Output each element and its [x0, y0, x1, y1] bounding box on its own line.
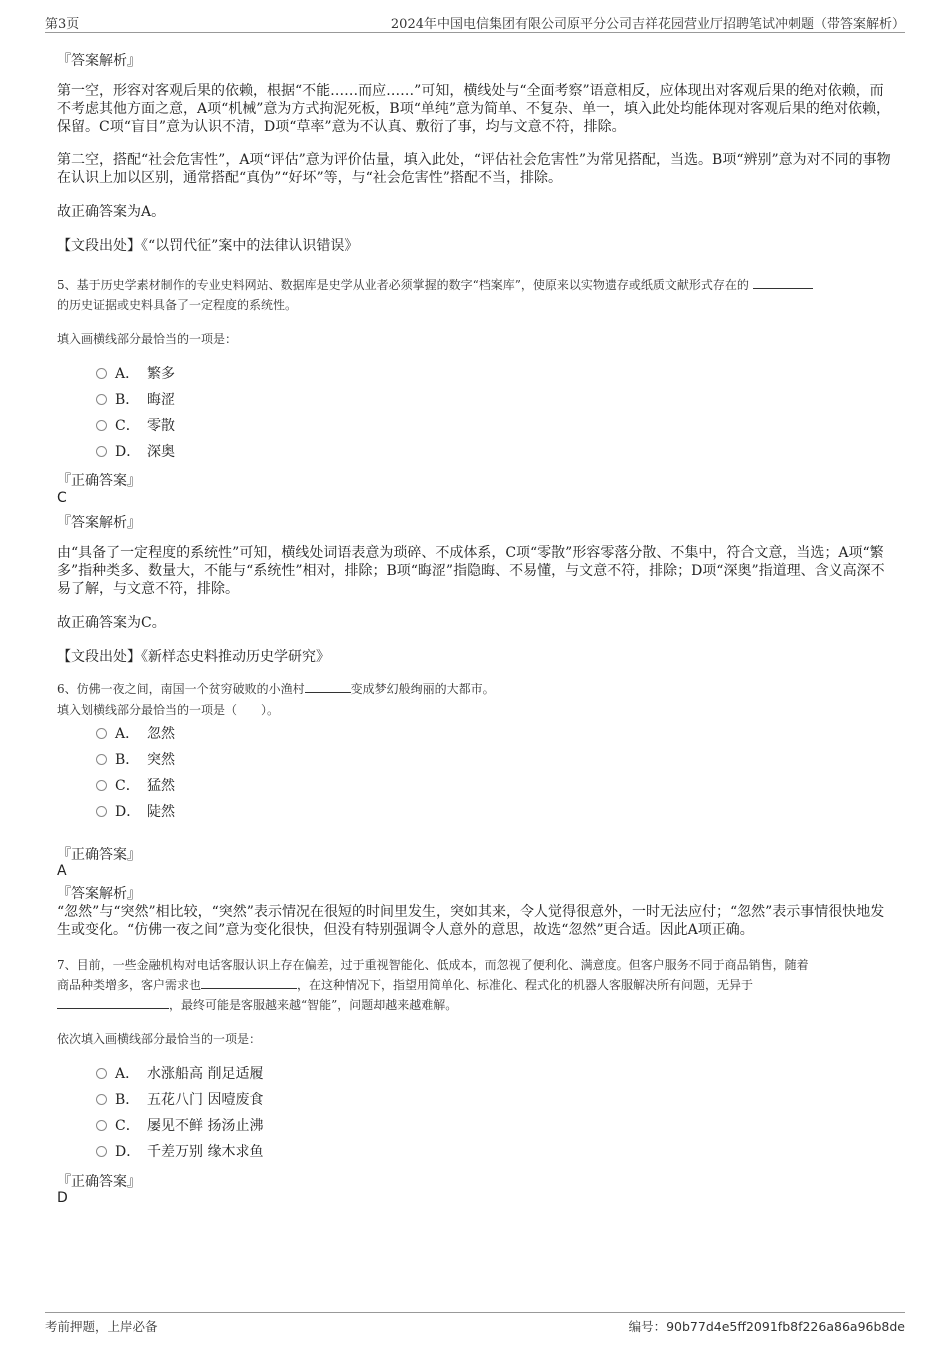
q5-analysis: 由“具备了一定程度的系统性”可知，横线处词语表意为琐碎、不成体系，C项“零散”形容零落分散、不集中，符合文意，当选；A项“繁多”指种类多、数量大，不能与“系统性”相对，排除；B项“晦涩”指隐晦、不易懂，与文意不符，排除；D项“深奥”指道理、含义高深不易了解，与文意不符，排除。 [57, 545, 885, 597]
radio-icon[interactable] [96, 1094, 107, 1105]
document-title: 2024年中国电信集团有限公司原平分公司吉祥花园营业厅招聘笔试冲刺题（带答案解析） [390, 17, 905, 32]
radio-icon[interactable] [96, 1120, 107, 1131]
radio-icon[interactable] [96, 1068, 107, 1079]
q6-prompt: 填入划横线部分最恰当的一项是（ ）。 [57, 703, 280, 717]
q7-option-d[interactable]: D． 千差万别 缘木求鱼 [96, 1143, 263, 1161]
q4-source: 【文段出处】《“以罚代征”案中的法律认识错误》 [57, 238, 359, 254]
q4-analysis-para1: 第一空，形容对客观后果的依赖，根据“不能……而应……”可知，横线处与“全面考察”语意相反，应体现出对客观后果的绝对依赖，而不考虑其他方面之意，A项“机械”意为方式拘泥死板，B项“单纯”意为简单、不复杂、单一，填入此处均能体现对客观后果的绝对依赖，保留。C项“盲目”意为认识不清，D项“草率”意为不认真、敷衍了事，均与文意不符，排除。 [57, 83, 891, 135]
q4-analysis-label: 『答案解析』 [57, 53, 141, 69]
q6-stem: 6、仿佛一夜之间，南国一个贫穷破败的小渔村 变成梦幻般绚丽的大都市。 [57, 682, 495, 696]
q7-blank-1 [201, 976, 297, 989]
radio-icon[interactable] [96, 780, 107, 791]
q7-option-a[interactable]: A． 水涨船高 削足适履 [96, 1065, 263, 1083]
q7-option-c[interactable]: C． 屡见不鲜 扬汤止沸 [96, 1117, 263, 1135]
q5-answer: C [57, 490, 67, 506]
q7-answer: D [57, 1190, 68, 1206]
radio-icon[interactable] [96, 446, 107, 457]
q5-option-a[interactable]: A． 繁多 [96, 365, 175, 383]
q7-prompt: 依次填入画横线部分最恰当的一项是： [57, 1032, 262, 1046]
q6-answer-label: 『正确答案』 [57, 847, 141, 863]
q6-answer: A [57, 863, 67, 879]
q5-option-d[interactable]: D． 深奥 [96, 443, 175, 461]
q5-analysis-label: 『答案解析』 [57, 515, 141, 531]
q6-option-d[interactable]: D． 陡然 [96, 803, 175, 821]
q4-analysis-para2: 第二空，搭配“社会危害性”，A项“评估”意为评价估量，填入此处，“评估社会危害性”为常见搭配，当选。B项“辨别”意为对不同的事物在认识上加以区别，通常搭配“真伪”“好坏”等，与“社会危害性”搭配不当，排除。 [57, 152, 891, 186]
q5-stem-a: 5、基于历史学素材制作的专业史料网站、数据库是史学从业者必须掌握的数字“档案库”，使原来以实物遗存或纸质文献形式存在的 [57, 278, 749, 292]
radio-icon[interactable] [96, 728, 107, 739]
radio-icon[interactable] [96, 420, 107, 431]
radio-icon[interactable] [96, 394, 107, 405]
footer-slogan: 考前押题，上岸必备 [45, 1319, 158, 1334]
page-number: 第3页 [45, 17, 80, 32]
q5-prompt: 填入画横线部分最恰当的一项是： [57, 332, 238, 346]
q6-analysis-label: 『答案解析』 [57, 886, 141, 902]
q6-option-c[interactable]: C． 猛然 [96, 777, 175, 795]
q5-conclusion: 故正确答案为C。 [57, 615, 166, 631]
radio-icon[interactable] [96, 754, 107, 765]
document-id: 编号：90b77d4e5ff2091fb8f226a86a96b8de [628, 1319, 905, 1334]
q7-option-b[interactable]: B． 五花八门 因噎废食 [96, 1091, 263, 1109]
q5-source: 【文段出处】《新样态史料推动历史学研究》 [57, 649, 330, 665]
q6-blank [305, 680, 351, 693]
q5-blank [753, 276, 813, 289]
radio-icon[interactable] [96, 368, 107, 379]
q6-option-b[interactable]: B． 突然 [96, 751, 175, 769]
radio-icon[interactable] [96, 806, 107, 817]
q5-stem [57, 275, 897, 315]
q5-stem-b: 的历史证据或史料具备了一定程度的系统性。 [57, 298, 298, 312]
q7-blank-2 [57, 996, 169, 1009]
page-header [45, 10, 905, 33]
page-footer [45, 1312, 905, 1337]
q6-analysis: “忽然”与“突然”相比较，“突然”表示情况在很短的时间里发生，突如其来，令人觉得很意外，一时无法应付；“忽然”表示事情很快地发生或变化。“仿佛一夜之间”意为变化很快，但没有特别强调令人意外的意思，故选“忽然”更合适。因此A项正确。 [57, 904, 885, 938]
q6-option-a[interactable]: A． 忽然 [96, 725, 175, 743]
q4-conclusion: 故正确答案为A。 [57, 204, 166, 220]
q5-option-c[interactable]: C． 零散 [96, 417, 175, 435]
q5-answer-label: 『正确答案』 [57, 473, 141, 489]
q5-option-b[interactable]: B． 晦涩 [96, 391, 175, 409]
q7-stem: 7、目前，一些金融机构对电话客服认识上存在偏差，过于重视智能化、低成本，而忽视了便利化、满意度。但客户服务不同于商品销售，随着 商品种类增多，客户需求也 ，在这种情况下，指望用简单化、标准化、程式化的机器人客服解决所有问题，无异于 ，最终可能是客服越来越“智能”，问题却越来越难解。 [57, 958, 809, 1012]
q7-answer-label: 『正确答案』 [57, 1174, 141, 1190]
radio-icon[interactable] [96, 1146, 107, 1157]
